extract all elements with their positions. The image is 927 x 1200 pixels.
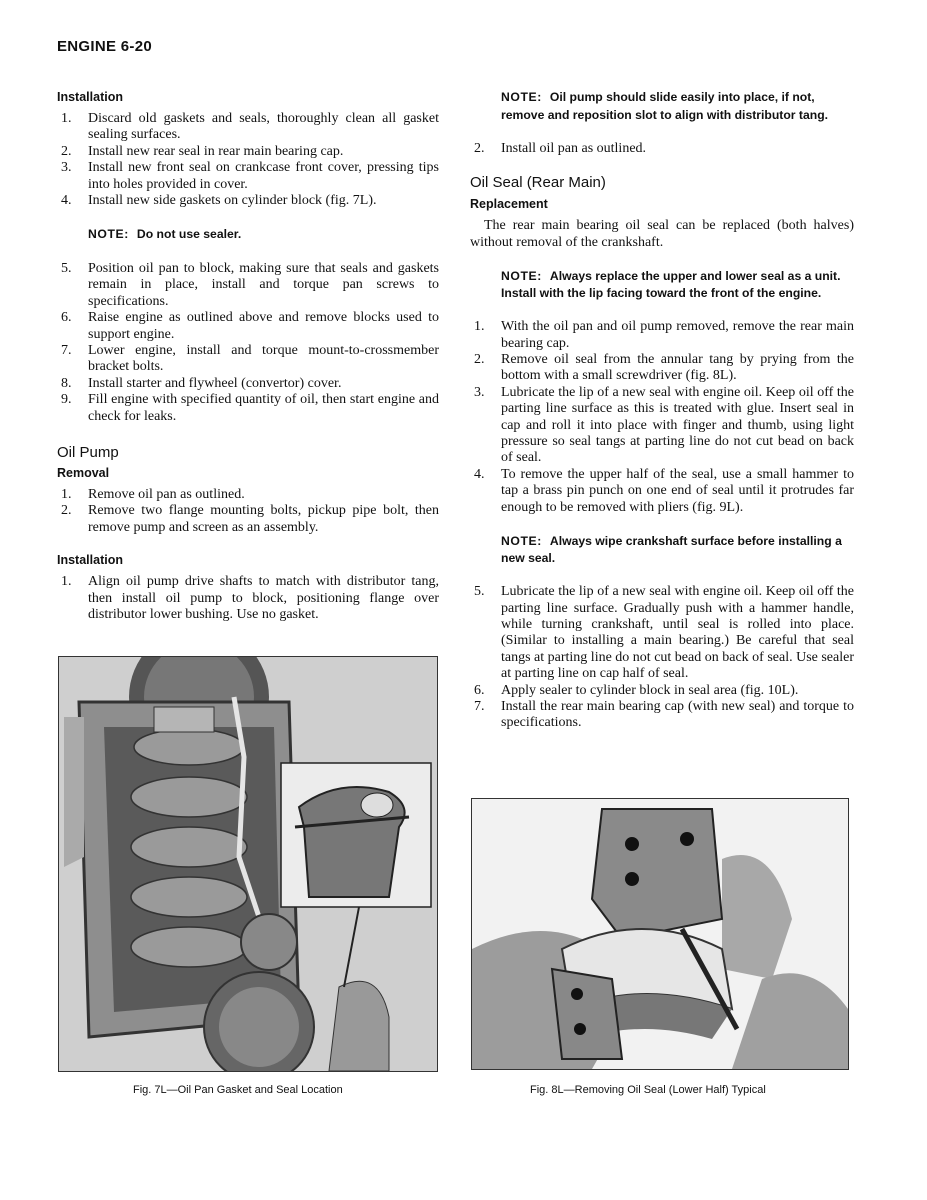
note-no-sealer [57,226,439,244]
step-text: Lubricate the lip of a new seal with engine oil. Keep oil off the parting line surface as this is treated with glue. Insert seal in cap and roll it into place with finger and thumb, using light pressure so seal tangs at parting line do not cut bead on back of seal. [501,384,854,466]
step-number: 5. [474,584,485,600]
step-text: Install oil pan as outlined. [501,141,647,156]
step-number: 2. [474,352,485,368]
step-text: With the oil pan and oil pump removed, remove the rear main bearing cap. [501,319,854,351]
installation-steps-continued [57,261,439,425]
step-text: Position oil pan to block, making sure that seals and gaskets remain in place, install and torque pan screws to specifications. [88,260,439,309]
note-label: NOTE: [501,534,542,549]
note-wipe-crankshaft [470,533,854,567]
step-item [470,352,854,385]
pump-installation-heading: Installation [57,553,123,568]
step-item [57,503,439,536]
note-text: Do not use sealer. [136,227,242,242]
step-text: Raise engine as outlined above and remove blocks used to support engine. [88,310,439,342]
note-text: Oil pump should slide easily into place, if not, remove and reposition slot to align with distributor tang. [501,90,829,122]
step-number: 7. [61,342,72,358]
step-item [470,319,854,352]
removal-heading: Removal [57,466,110,480]
step-item [57,111,439,144]
step-item [470,683,854,699]
step-text: Remove oil pan as outlined. [88,487,245,502]
step-number: 3. [61,160,72,176]
step-item [57,144,439,160]
step-text: Install the rear main bearing cap (with new seal) and torque to specifications. [501,698,854,731]
note-label: NOTE: [88,227,129,242]
note-replace-unit [470,268,854,302]
note-text: Always replace the upper and lower seal as a unit. Install with the lip facing toward the front of the engine. [501,269,841,301]
note-text: Always wipe crankshaft surface before installing a new seal. [501,534,842,566]
step-item [470,699,854,732]
left-column [57,90,439,623]
pump-installation-steps [57,574,439,623]
step-text: Remove oil seal from the annular tang by prying from the bottom with a small screwdriver (fig. 8L). [501,352,854,384]
figure-8l-removing-oil-seal-photo [471,798,849,1070]
step-text: Install starter and flywheel (convertor) cover. [88,375,342,391]
oil-seal-heading: Oil Seal (Rear Main) [470,174,606,192]
step-number: 1. [61,111,72,126]
step-number: 4. [474,466,485,482]
seal-steps [470,319,854,516]
figure-8l-caption: Fig. 8L—Removing Oil Seal (Lower Half) Typical [530,1084,766,1096]
oil-pump-heading: Oil Pump [57,444,119,461]
step-item [57,392,439,425]
step-number: 3. [474,384,485,400]
step-text: Align oil pump drive shafts to match with distributor tang, then install oil pump to block, positioning flange over distributor lower bushing. Use no gasket. [88,574,439,623]
step-item [470,385,854,467]
installation-heading: Installation [57,90,123,104]
step-number: 2. [474,141,485,156]
step-number: 1. [61,574,72,590]
step-item [57,487,439,503]
right-column [470,88,854,732]
step-text: To remove the upper half of the seal, use a small hammer to tap a brass pin punch on one end of seal until it protrudes far enough to be removed with pliers (fig. 9L). [501,466,854,515]
step-text: Apply sealer to cylinder block in seal area (fig. 10L). [501,682,799,698]
step-text: Lower engine, install and torque mount-to-crossmember bracket bolts. [88,342,439,375]
replacement-heading: Replacement [470,197,548,212]
figure-7l-oil-pan-gasket-photo [58,656,438,1072]
step-text: Discard old gaskets and seals, thoroughly clean all gasket sealing surfaces. [88,111,439,143]
step-number: 5. [61,260,72,276]
note-label: NOTE: [501,90,542,104]
page-header: ENGINE 6-20 [57,38,152,55]
seal-steps-continued [470,584,854,732]
step-item [57,193,439,209]
step-text: Install new rear seal in rear main bearing cap. [88,143,344,159]
step-text: Fill engine with specified quantity of oil, then start engine and check for leaks. [88,392,439,424]
step-item [57,376,439,392]
step-item [57,343,439,376]
step-number: 6. [61,310,72,326]
installation-steps [57,111,439,209]
step-text: Install new side gaskets on cylinder block (fig. 7L). [88,193,377,209]
step-number: 2. [61,143,72,159]
step-text: Remove two flange mounting bolts, pickup pipe bolt, then remove pump and screen as an assembly. [88,503,439,535]
step-number: 1. [61,487,72,502]
step-item [57,574,439,623]
step-item [57,160,439,193]
step-number: 7. [474,698,485,714]
step-number: 9. [61,392,72,408]
step-number: 4. [61,193,72,209]
step-item [57,261,439,310]
step-item [470,584,854,682]
removal-steps [57,487,439,536]
note-pump-slide [470,88,854,124]
step-text: Install new front seal on crankcase front cover, pressing tips into holes provided in cover. [88,160,439,192]
step-item [470,467,854,516]
step-number: 2. [61,503,72,519]
step-item [470,141,854,157]
step-item [57,310,439,343]
step-text: Lubricate the lip of a new seal with engine oil. Keep oil off the parting line surface. Gradually push with a hammer handle, while turning crankshaft, until seal is rolled into place. (Similar to installing a main bearing.) Be careful that seal tangs at parting line do not cut bead on back of seal. Use sealer at parting line on cap half of seal. [501,584,854,682]
seal-intro: The rear main bearing oil seal can be replaced (both halves) without removal of the crankshaft. [470,218,854,250]
step-number: 8. [61,375,72,391]
seal-removal-illustration [472,799,848,1069]
figure-7l-caption: Fig. 7L—Oil Pan Gasket and Seal Location [133,1084,343,1096]
step-number: 1. [474,319,485,335]
engine-block-illustration [59,657,437,1071]
note-label: NOTE: [501,269,542,284]
step-number: 6. [474,682,485,698]
pump-steps-continued [470,141,854,157]
